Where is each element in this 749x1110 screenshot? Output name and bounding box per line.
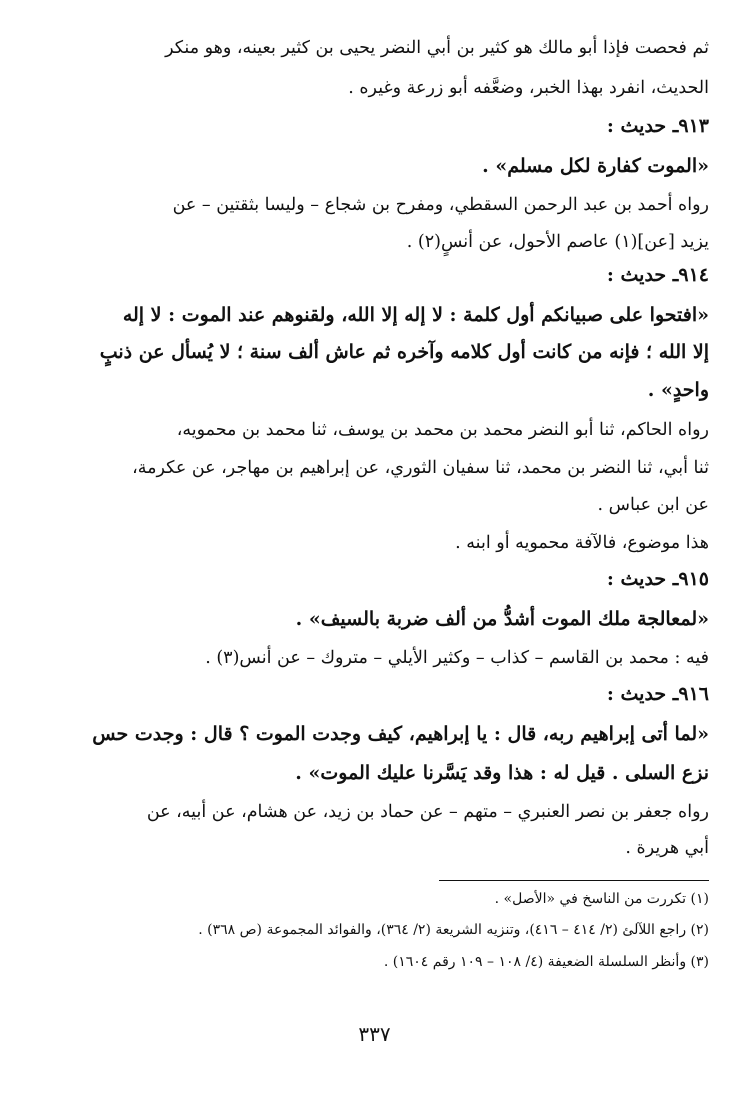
paragraph-line: أبي هريرة . (625, 838, 709, 858)
hadith-text: «لمعالجة ملك الموت أشدُّ من ألف ضربة بالسيف» . (295, 608, 709, 630)
paragraph-line: هذا موضوع، فالآفة محمويه أو ابنه . (455, 533, 709, 553)
hadith-text: إلا الله ؛ فإنه من كانت أول كلامه وآخره ثم عاش ألف سنة ؛ لا يُسأل عن ذنبٍ (99, 341, 709, 363)
paragraph-line: رواه الحاكم، ثنا أبو النضر محمد بن محمد بن يوسف، ثنا محمد بن محمويه، (176, 420, 709, 440)
hadith-text: «الموت كفارة لكل مسلم» . (482, 155, 709, 177)
paragraph-line: رواه جعفر بن نصر العنبري – متهم – عن حماد بن زيد، عن هشام، عن أبيه، عن (146, 802, 709, 822)
footnote: (١) تكررت من الناسخ في «الأصل» . (494, 891, 709, 907)
hadith-heading: ٩١٥ـ حديث : (606, 568, 709, 590)
paragraph-line: ثم فحصت فإذا أبو مالك هو كثير بن أبي النضر يحيى بن كثير بعينه، وهو منكر (165, 38, 709, 58)
paragraph-line: عن ابن عباس . (597, 495, 709, 515)
hadith-heading: ٩١٤ـ حديث : (606, 264, 709, 286)
paragraph-line: ثنا أبي، ثنا النضر بن محمد، ثنا سفيان الثوري، عن إبراهيم بن مهاجر، عن عكرمة، (132, 458, 709, 478)
paragraph-line: يزيد [عن](١) عاصم الأحول، عن أنسٍ(٢) . (406, 232, 709, 252)
footnote-divider (439, 880, 709, 881)
footnote: (٢) راجع اللآلئ (٢/ ٤١٤ – ٤١٦)، وتنزيه الشريعة (٢/ ٣٦٤)، والفوائد المجموعة (ص ٣٦٨) . (198, 922, 709, 938)
hadith-text: واحدٍ» . (647, 379, 709, 401)
hadith-heading: ٩١٣ـ حديث : (606, 115, 709, 137)
hadith-text: «لما أتى إبراهيم ربه، قال : يا إبراهيم، كيف وجدت الموت ؟ قال : وجدت حس (92, 723, 709, 745)
paragraph-line: فيه : محمد بن القاسم – كذاب – وكثير الأيلي – متروك – عن أنس(٣) . (205, 648, 709, 668)
footnote: (٣) وأنظر السلسلة الضعيفة (٤/ ١٠٨ – ١٠٩ رقم ١٦٠٤) . (383, 954, 709, 970)
page-number: ٣٣٧ (358, 1022, 391, 1046)
paragraph-line: رواه أحمد بن عبد الرحمن السقطي، ومفرح بن شجاع – وليسا بثقتين – عن (172, 195, 709, 215)
hadith-text: «افتحوا على صبيانكم أول كلمة : لا إله إلا الله، ولقنوهم عند الموت : لا إله (122, 304, 709, 326)
paragraph-line: الحديث، انفرد بهذا الخبر، وضعَّفه أبو زرعة وغيره . (348, 78, 709, 98)
hadith-heading: ٩١٦ـ حديث : (606, 683, 709, 705)
hadith-text: نزع السلى . قيل له : هذا وقد يَسَّرنا عليك الموت» . (295, 762, 709, 784)
